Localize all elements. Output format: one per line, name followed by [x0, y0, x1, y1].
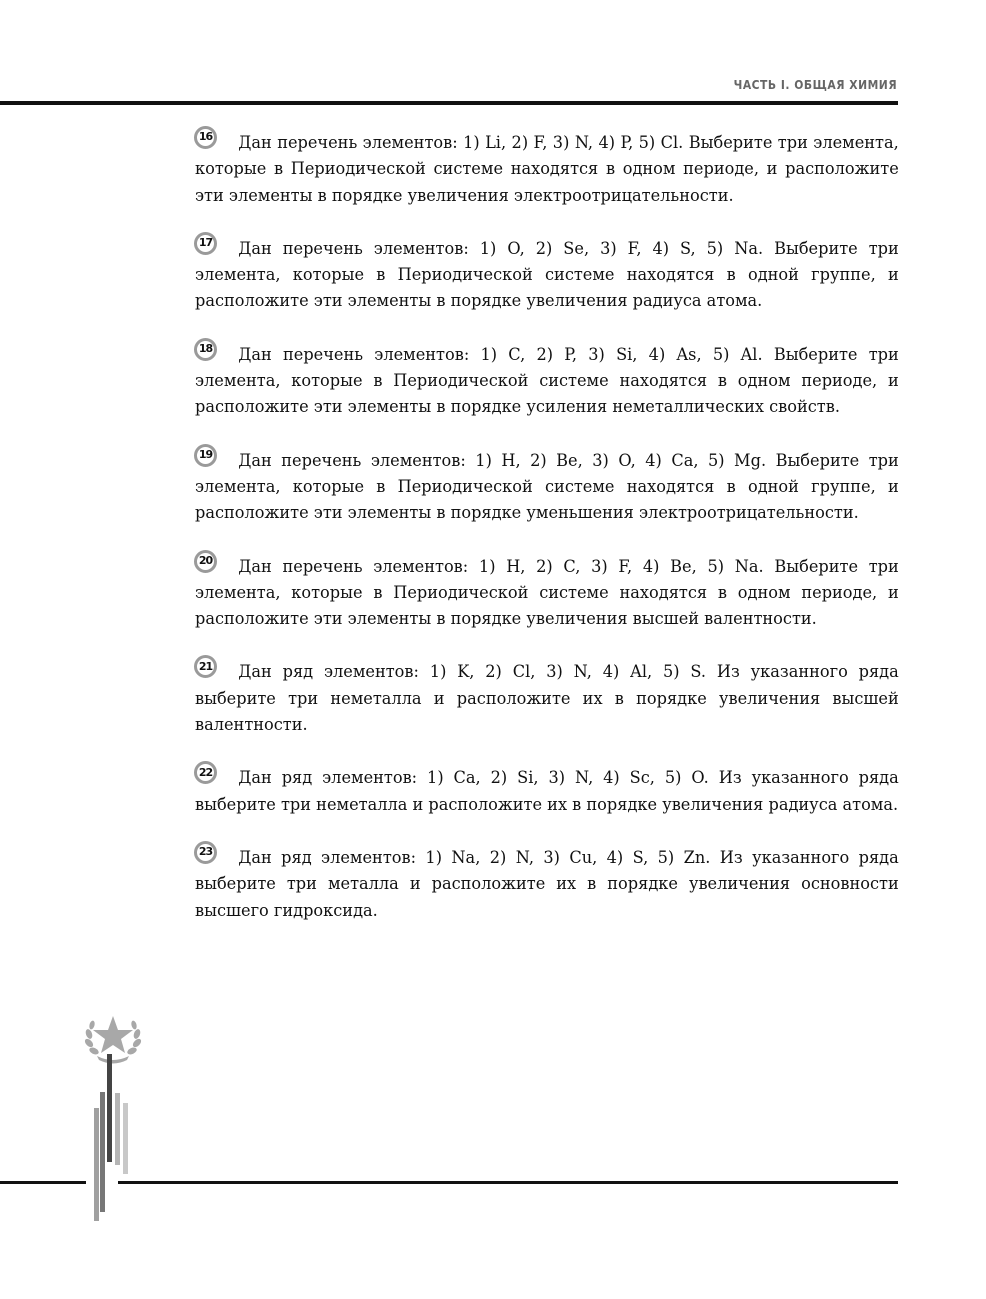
task-number-badge: 19	[194, 444, 217, 467]
task-number-badge: 21	[194, 655, 217, 678]
bottom-rule	[0, 1181, 86, 1184]
decor-bar	[115, 1093, 120, 1165]
task-17	[195, 236, 898, 315]
decor-bar	[107, 1054, 112, 1162]
task-text: Дан перечень элементов: 1) O, 2) Se, 3) F, 4) S, 5) Na. Выберите три элемента, которые в Периодической системе находятся в одной группе, и расположите эти элементы в порядке увеличения радиуса атома.	[195, 238, 899, 312]
task-number-badge: 18	[194, 338, 217, 361]
task-text: Дан ряд элементов: 1) K, 2) Cl, 3) N, 4) Al, 5) S. Из указанного ряда выберите три неметалла и расположите их в порядке увеличения высшей валентности.	[195, 662, 899, 736]
task-text: Дан перечень элементов: 1) Li, 2) F, 3) N, 4) P, 5) Cl. Выберите три элемента, которые в Периодической системе находятся в одном периоде, и расположите эти элементы в порядке увеличения электроотрицательности.	[195, 133, 899, 206]
task-number-badge: 17	[194, 232, 217, 255]
decor-bar	[100, 1092, 105, 1212]
task-22	[195, 765, 898, 818]
task-text: Дан перечень элементов: 1) H, 2) C, 3) F, 4) Be, 5) Na. Выберите три элемента, которые в Периодической системе находятся в одном периоде, и расположите эти элементы в порядке увеличения высшей валентности.	[195, 556, 899, 630]
task-number-badge: 16	[194, 126, 217, 149]
task-text: Дан ряд элементов: 1) Ca, 2) Si, 3) N, 4) Sc, 5) O. Из указанного ряда выберите три неметалла и расположите их в порядке увеличения радиуса атома.	[195, 768, 899, 815]
running-head: ЧАСТЬ I. ОБЩАЯ ХИМИЯ	[733, 77, 897, 92]
task-16	[195, 130, 898, 209]
task-23	[195, 845, 898, 924]
task-number-badge: 23	[194, 841, 217, 864]
task-20	[195, 554, 898, 633]
decor-bar	[123, 1103, 128, 1174]
top-rule	[0, 101, 898, 105]
task-number-badge: 22	[194, 761, 217, 784]
task-list	[195, 130, 898, 951]
task-21	[195, 659, 898, 738]
task-number-badge: 20	[194, 550, 217, 573]
task-text: Дан перечень элементов: 1) H, 2) Be, 3) O, 4) Ca, 5) Mg. Выберите три элемента, которые в Периодической системе находятся в одной группе, и расположите эти элементы в порядке уменьшения электроотрицательности.	[195, 450, 899, 524]
task-18	[195, 342, 898, 421]
task-text: Дан ряд элементов: 1) Na, 2) N, 3) Cu, 4) S, 5) Zn. Из указанного ряда выберите три металла и расположите их в порядке увеличения основности высшего гидроксида.	[195, 847, 899, 921]
task-19	[195, 448, 898, 527]
task-text: Дан перечень элементов: 1) C, 2) P, 3) Si, 4) As, 5) Al. Выберите три элемента, которые в Периодической системе находятся в одном периоде, и расположите эти элементы в порядке усиления неметаллических свойств.	[195, 344, 899, 418]
decor-bar	[94, 1108, 99, 1221]
bottom-rule	[118, 1181, 898, 1184]
star-laurel-emblem-icon	[83, 1010, 143, 1070]
